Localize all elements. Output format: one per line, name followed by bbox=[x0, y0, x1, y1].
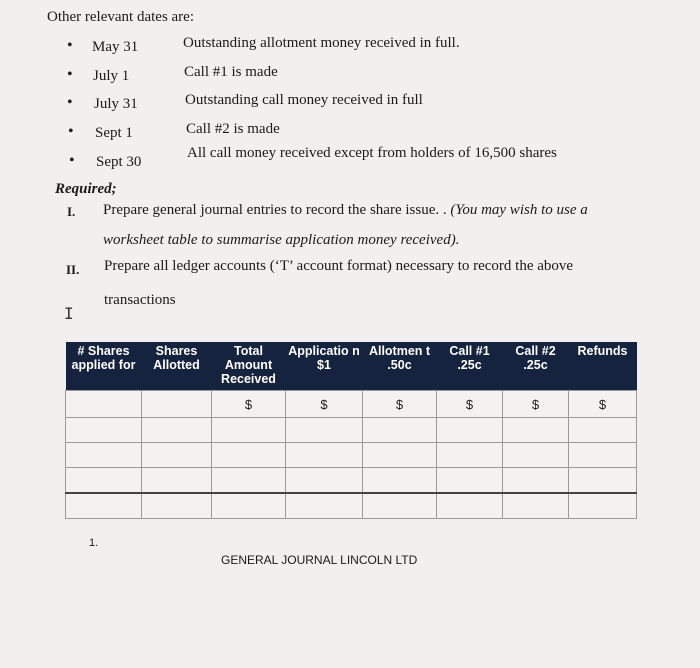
column-header: Allotmen t .50c bbox=[363, 342, 437, 391]
date-label: May 31 bbox=[92, 39, 139, 55]
table-cell bbox=[66, 391, 142, 418]
bullet-icon: • bbox=[67, 66, 73, 83]
column-header: # Shares applied for bbox=[66, 342, 142, 391]
date-label: July 1 bbox=[93, 68, 130, 84]
table-total-row bbox=[66, 493, 637, 519]
requirement-text bbox=[103, 202, 588, 219]
table-header-row bbox=[66, 342, 637, 391]
table-cell bbox=[142, 391, 212, 418]
requirement-note-cont: worksheet table to summarise application money received). bbox=[103, 232, 460, 248]
requirement-note: (You may wish to use a bbox=[450, 202, 588, 218]
table-row bbox=[66, 418, 637, 443]
date-label: Sept 30 bbox=[96, 154, 142, 170]
worksheet-table bbox=[65, 342, 637, 519]
table-cell: $ bbox=[363, 391, 437, 418]
date-label: July 31 bbox=[94, 96, 138, 112]
journal-title: GENERAL JOURNAL LINCOLN LTD bbox=[221, 553, 418, 567]
date-label: Sept 1 bbox=[95, 125, 133, 141]
table-cell: $ bbox=[286, 391, 363, 418]
requirement-text-cont: transactions bbox=[104, 292, 176, 308]
item-numeral: I. bbox=[67, 204, 76, 219]
date-event: Call #2 is made bbox=[186, 121, 280, 137]
table-cell: $ bbox=[212, 391, 286, 418]
bullet-icon: • bbox=[68, 123, 74, 140]
table-cell: $ bbox=[569, 391, 637, 418]
bullet-icon: • bbox=[67, 37, 73, 54]
intro-text: Other relevant dates are: bbox=[47, 9, 195, 25]
column-header: Total Amount Received bbox=[212, 342, 286, 391]
table-row bbox=[66, 468, 637, 494]
table-cell: $ bbox=[503, 391, 569, 418]
column-header: Shares Allotted bbox=[142, 342, 212, 391]
table-row bbox=[66, 443, 637, 468]
text-cursor-icon: I bbox=[64, 304, 74, 323]
bullet-icon: • bbox=[69, 152, 75, 169]
table-cell: $ bbox=[437, 391, 503, 418]
column-header: Applicatio n $1 bbox=[286, 342, 363, 391]
date-event: Outstanding allotment money received in full. bbox=[183, 35, 460, 51]
column-header: Refunds bbox=[569, 342, 637, 391]
column-header: Call #2 .25c bbox=[503, 342, 569, 391]
item-numeral: 1. bbox=[89, 537, 99, 549]
date-event: Call #1 is made bbox=[184, 64, 278, 80]
column-header: Call #1 .25c bbox=[437, 342, 503, 391]
item-numeral: II. bbox=[66, 262, 80, 277]
currency-row bbox=[66, 391, 637, 418]
required-heading: Required; bbox=[55, 181, 117, 197]
requirement-main: Prepare general journal entries to record the share issue. . bbox=[103, 202, 451, 218]
requirement-text: Prepare all ledger accounts (‘T’ account format) necessary to record the above bbox=[104, 258, 574, 274]
date-event: Outstanding call money received in full bbox=[185, 92, 423, 108]
bullet-icon: • bbox=[67, 94, 73, 111]
date-event: All call money received except from holders of 16,500 shares bbox=[187, 145, 557, 161]
